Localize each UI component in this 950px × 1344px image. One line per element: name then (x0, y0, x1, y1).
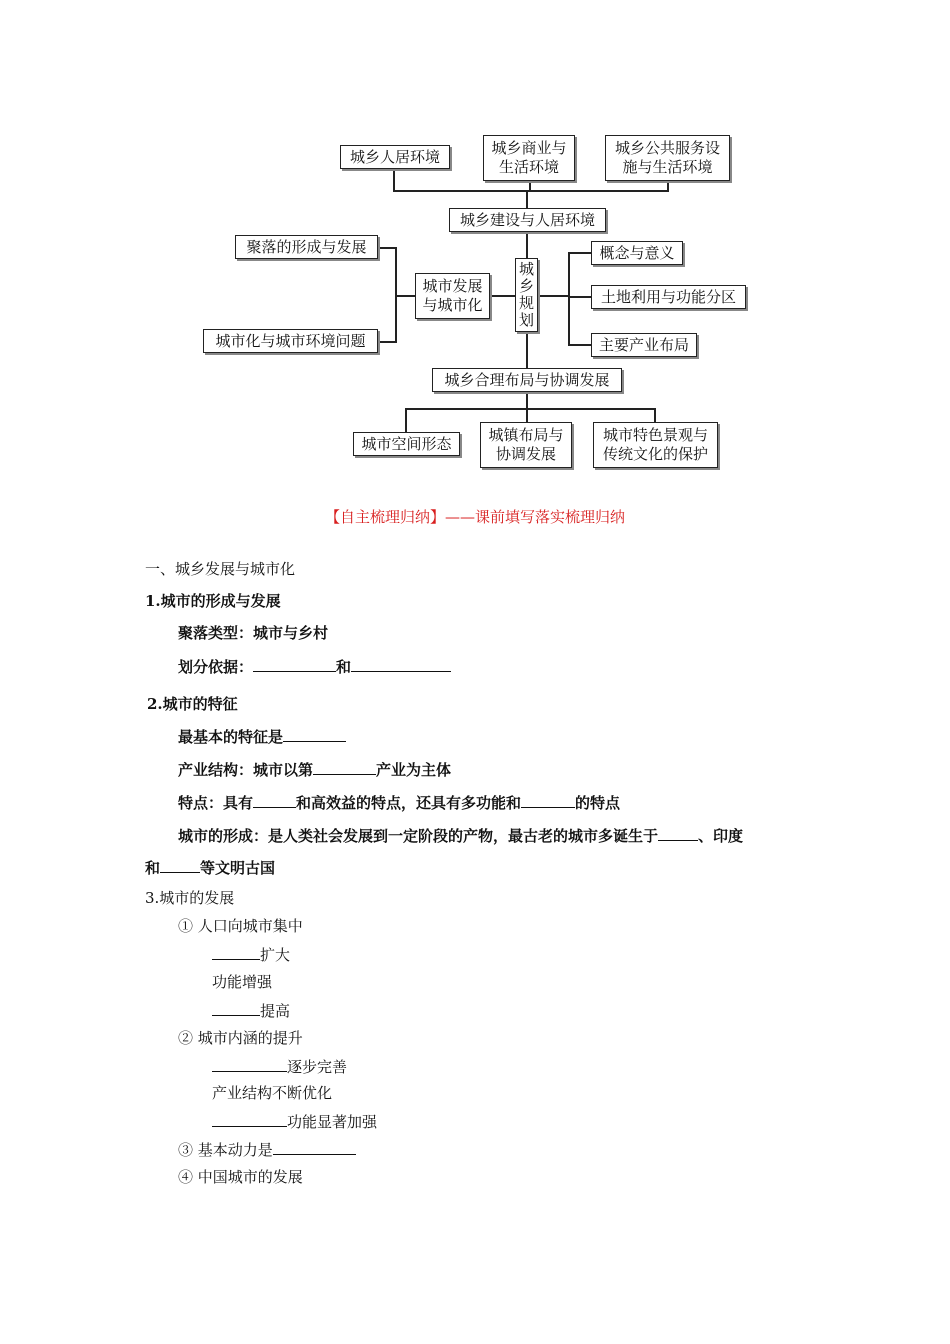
fill-blank[interactable] (283, 725, 346, 742)
text-segment: 和 (336, 658, 352, 676)
diagram-box-urban-rural-planning (515, 258, 538, 332)
text-line (178, 758, 451, 780)
box-line: 城乡商业与 (491, 139, 567, 157)
fill-blank[interactable] (658, 824, 698, 841)
diagram-box-settlement-formation: 聚落的形成与发展 (235, 235, 378, 259)
list-subitem (212, 1110, 377, 1132)
text-segment: 的特点 (575, 794, 621, 812)
diagram-box-construction-environment: 城乡建设与人居环境 (449, 208, 606, 232)
fill-blank[interactable] (253, 655, 336, 672)
text-segment: 提高 (260, 1002, 291, 1020)
subsection-title: 1.城市的形成与发展 (145, 592, 281, 610)
text-line (178, 655, 451, 677)
fill-blank[interactable] (212, 999, 260, 1016)
diagram-box-town-layout (480, 422, 572, 468)
list-subitem: 功能增强 (212, 973, 273, 991)
text-segment: 和 (145, 859, 161, 877)
box-line: 与城市化 (422, 296, 483, 314)
diagram-box-public-services (605, 135, 730, 181)
text-segment: 和高效益的特点，还具有多功能和 (296, 794, 522, 812)
list-subitem (212, 999, 290, 1021)
diagram-box-commerce-living-environment (483, 135, 575, 181)
list-subitem: 产业结构不断优化 (212, 1084, 333, 1102)
knowledge-diagram (0, 0, 950, 480)
box-line: 城乡公共服务设 (614, 139, 720, 157)
box-char: 乡 (518, 277, 534, 295)
list-item: ① 人口向城市集中 (178, 917, 303, 935)
box-line: 施与生活环境 (622, 158, 713, 176)
fill-blank[interactable] (351, 655, 451, 672)
fill-blank[interactable] (313, 758, 376, 775)
diagram-box-landscape-culture (593, 422, 718, 468)
box-line: 生活环境 (498, 158, 559, 176)
fill-blank[interactable] (160, 856, 200, 873)
fill-blank[interactable] (521, 791, 575, 808)
diagram-box-urban-spatial-form: 城市空间形态 (353, 432, 460, 456)
text-segment: 等文明古国 (200, 859, 276, 877)
diagram-box-rational-layout: 城乡合理布局与协调发展 (432, 368, 622, 392)
box-line: 城镇布局与 (488, 426, 564, 444)
box-line: 传统文化的保护 (602, 445, 708, 463)
fill-blank[interactable] (212, 943, 260, 960)
text-segment: 划分依据： (178, 658, 254, 676)
diagram-box-urban-development (415, 273, 490, 319)
diagram-box-concept-significance: 概念与意义 (591, 241, 683, 265)
text-segment: 、印度 (698, 827, 744, 845)
text-line (145, 856, 275, 878)
box-char: 规 (518, 294, 534, 312)
box-line: 城市特色景观与 (602, 426, 708, 444)
list-item (178, 1138, 356, 1160)
diagram-box-urbanization-problems: 城市化与城市环境问题 (203, 329, 378, 353)
text-line (178, 791, 620, 813)
section-heading: 【自主梳理归纳】——课前填写落实梳理归纳 (324, 508, 625, 526)
text-segment: 特点：具有 (178, 794, 254, 812)
list-subitem (212, 1055, 347, 1077)
fill-blank[interactable] (212, 1055, 287, 1072)
text-segment: 逐步完善 (287, 1058, 348, 1076)
section-title: 一、城乡发展与城市化 (145, 560, 296, 578)
box-line: 城市发展 (422, 277, 483, 295)
box-char: 划 (518, 311, 534, 329)
text-segment: 功能显著加强 (287, 1113, 378, 1131)
diagram-box-industry-layout: 主要产业布局 (591, 333, 697, 357)
list-item: ② 城市内涵的提升 (178, 1029, 303, 1047)
diagram-box-rural-urban-living-environment: 城乡人居环境 (340, 145, 450, 169)
text-segment: ③ 基本动力是 (178, 1141, 273, 1159)
fill-blank[interactable] (253, 791, 296, 808)
text-segment: 扩大 (260, 946, 291, 964)
text-line: 聚落类型：城市与乡村 (178, 624, 329, 642)
fill-blank[interactable] (273, 1138, 356, 1155)
subsection-title: 3.城市的发展 (145, 889, 235, 907)
text-segment: 产业结构：城市以第 (178, 761, 314, 779)
diagram-box-land-use-zoning: 土地利用与功能分区 (591, 285, 746, 309)
text-segment: 产业为主体 (376, 761, 452, 779)
box-line: 协调发展 (495, 445, 556, 463)
list-item: ④ 中国城市的发展 (178, 1168, 303, 1186)
box-char: 城 (518, 260, 534, 278)
text-line (178, 824, 743, 846)
fill-blank[interactable] (212, 1110, 287, 1127)
text-line (178, 725, 346, 747)
text-segment: 最基本的特征是 (178, 728, 284, 746)
text-segment: 城市的形成：是人类社会发展到一定阶段的产物，最古老的城市多诞生于 (178, 827, 659, 845)
subsection-title: 2.城市的特征 (147, 695, 238, 713)
list-subitem (212, 943, 290, 965)
